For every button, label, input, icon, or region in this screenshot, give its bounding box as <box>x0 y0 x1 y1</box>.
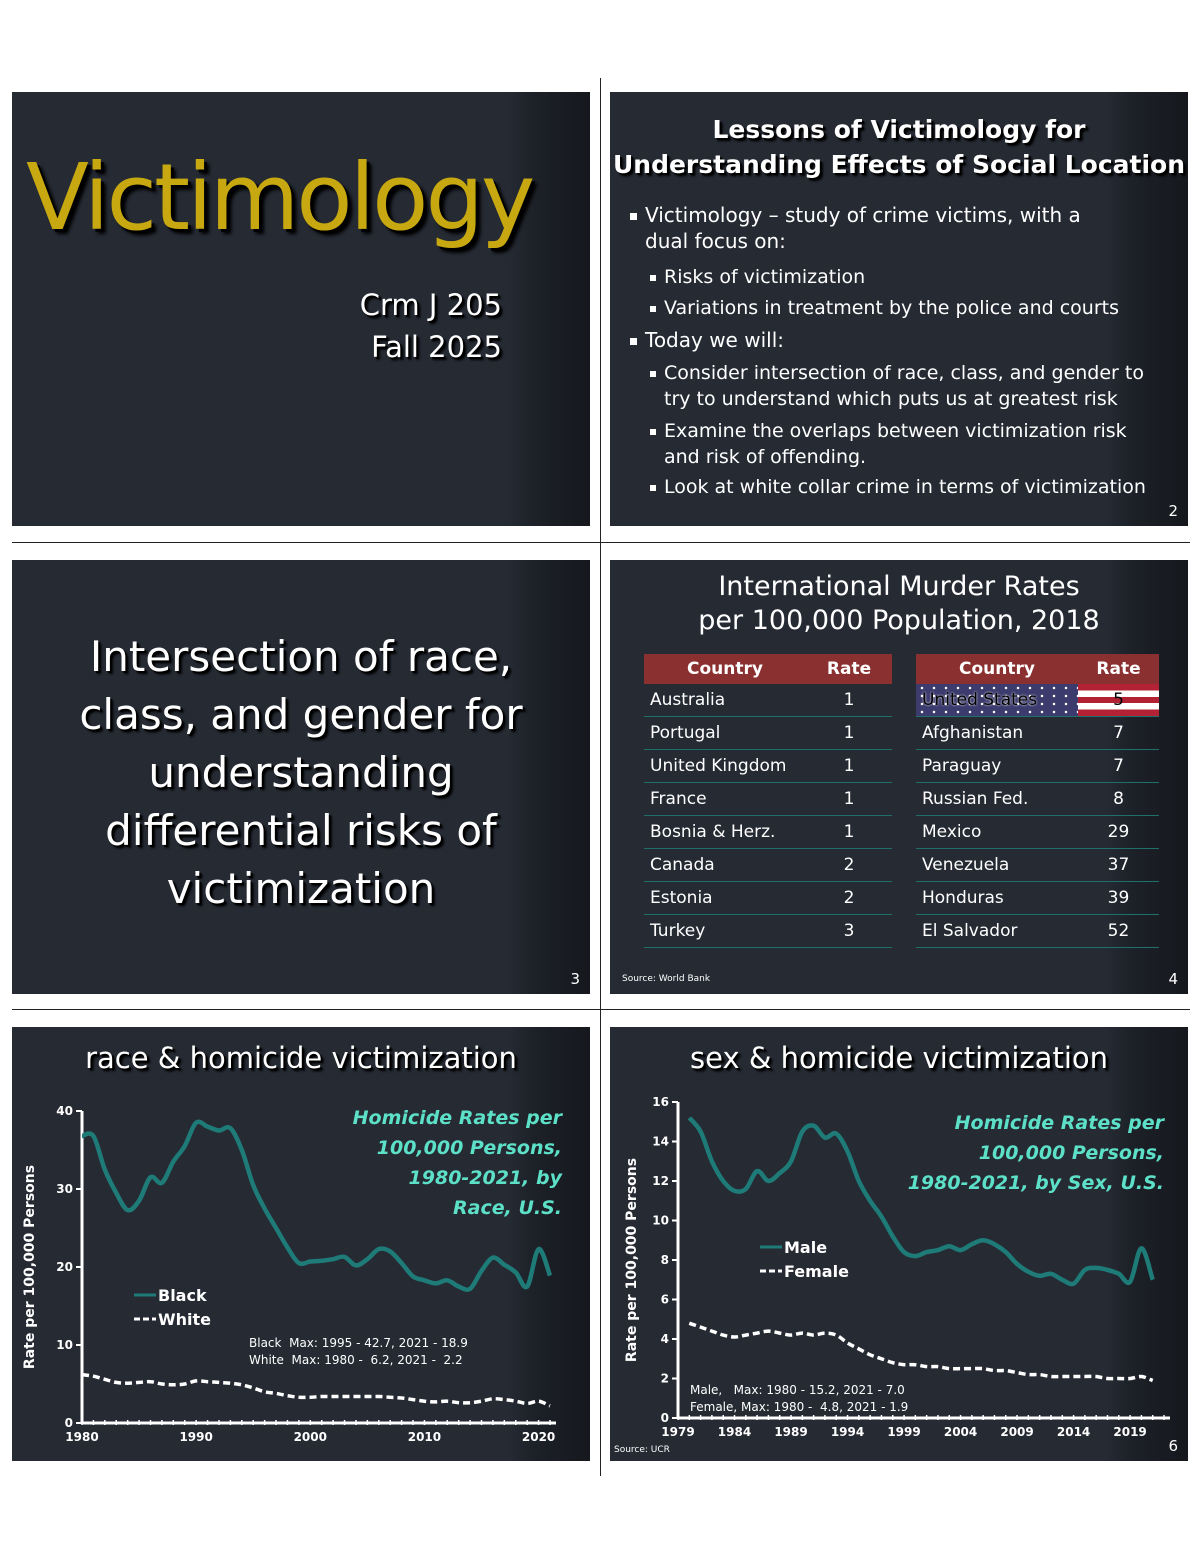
rate-cell: 1 <box>806 783 892 816</box>
table-row <box>916 750 1159 783</box>
country-cell: United States <box>916 684 1078 717</box>
slide-3-title-line: class, and gender for <box>79 690 523 739</box>
country-cell: Australia <box>644 684 806 717</box>
slide-3-title <box>42 628 560 918</box>
rate-cell: 2 <box>806 882 892 915</box>
rate-cell: 7 <box>1078 750 1159 783</box>
x-tick-label: 1999 <box>887 1425 921 1439</box>
slide-3-title-line: victimization <box>166 864 436 913</box>
x-tick-label: 2000 <box>293 1430 327 1444</box>
col-country-header: Country <box>644 654 806 684</box>
slide-2-title-line-2: Understanding Effects of Social Location <box>612 150 1186 179</box>
y-axis-label: Rate per 100,000 Persons <box>624 1157 640 1363</box>
y-axis-label: Rate per 100,000 Persons <box>22 1164 38 1370</box>
x-tick-label: 2009 <box>1000 1425 1034 1439</box>
slide-2 <box>610 92 1188 526</box>
course-term: Fall 2025 <box>371 330 502 364</box>
rate-cell: 52 <box>1078 915 1159 948</box>
series-line-female <box>689 1323 1152 1380</box>
chart-annotation-line: Race, U.S. <box>453 1197 562 1219</box>
slide-2-title <box>610 112 1188 182</box>
bullet-text: Examine the overlaps between victimization risk <box>664 420 1127 442</box>
col-rate-header: Rate <box>1078 654 1159 684</box>
chart-annotation-line: 1980-2021, by Sex, U.S. <box>907 1172 1164 1194</box>
chart-max-note: Female, Max: 1980 - 4.8, 2021 - 1.9 <box>690 1400 909 1414</box>
x-tick-label: 1980 <box>65 1430 99 1444</box>
y-tick-label: 12 <box>652 1174 669 1188</box>
rate-cell: 1 <box>806 717 892 750</box>
subbullet-variations <box>650 295 1119 321</box>
bullet-text: Look at white collar crime in terms of victimization <box>664 476 1146 498</box>
y-tick-label: 10 <box>652 1213 669 1228</box>
rate-cell: 39 <box>1078 882 1159 915</box>
table-row <box>644 915 892 948</box>
rate-cell: 8 <box>1078 783 1159 816</box>
subbullet-overlaps <box>650 418 1127 470</box>
country-cell: United Kingdom <box>644 750 806 783</box>
x-tick-label: 2014 <box>1056 1425 1091 1439</box>
rate-cell: 1 <box>806 684 892 717</box>
chart-annotation-line: 1980-2021, by <box>408 1167 562 1189</box>
legend-label: Male <box>784 1238 828 1257</box>
slide-4 <box>610 560 1188 994</box>
course-info <box>360 284 502 368</box>
y-tick-label: 16 <box>652 1095 669 1109</box>
bullet-text: Variations in treatment by the police and courts <box>664 297 1119 319</box>
subbullet-risks <box>650 264 865 290</box>
table-row <box>644 783 892 816</box>
slide-6-title: sex & homicide victimization <box>690 1041 1108 1075</box>
country-cell: France <box>644 783 806 816</box>
table-row <box>916 849 1159 882</box>
slide-number: 3 <box>570 970 580 988</box>
bullet-text: Consider intersection of race, class, and gender to <box>664 362 1144 384</box>
table-row <box>644 684 892 717</box>
subbullet-white-collar <box>650 474 1146 500</box>
table-row <box>916 816 1159 849</box>
rate-cell: 29 <box>1078 816 1159 849</box>
country-cell: Bosnia & Herz. <box>644 816 806 849</box>
slide-4-title <box>610 570 1188 638</box>
bullet-square-icon <box>630 338 637 345</box>
bullet-square-icon <box>650 275 656 281</box>
table-row <box>916 783 1159 816</box>
race-homicide-chart <box>12 1027 590 1461</box>
x-tick-label: 2010 <box>407 1430 442 1444</box>
country-cell: Turkey <box>644 915 806 948</box>
x-tick-label: 2004 <box>943 1425 978 1439</box>
slide-5 <box>12 1027 590 1461</box>
table-row <box>644 750 892 783</box>
slide-3-title-line: differential risks of <box>105 806 497 855</box>
table-row <box>916 915 1159 948</box>
slide-4-title-line-1: International Murder Rates <box>718 571 1080 602</box>
bullet-text: try to understand which puts us at greatest risk <box>664 388 1118 410</box>
legend-label: Female <box>784 1262 849 1281</box>
x-tick-label: 1984 <box>717 1425 752 1439</box>
legend-label: White <box>158 1310 212 1329</box>
source-note: Source: World Bank <box>622 974 711 984</box>
bullet-text: Victimology – study of crime victims, with a <box>645 203 1081 227</box>
source-note: Source: UCR <box>614 1445 670 1455</box>
page-divider-vertical <box>600 78 601 1476</box>
table-row <box>916 717 1159 750</box>
chart-annotation-line: Homicide Rates per <box>352 1107 562 1129</box>
bullet-today <box>630 327 784 353</box>
country-cell: Russian Fed. <box>916 783 1078 816</box>
y-tick-label: 2 <box>660 1371 669 1386</box>
slide-number: 2 <box>1168 502 1178 520</box>
series-line-white <box>82 1375 550 1406</box>
chart-max-note: White Max: 1980 - 6.2, 2021 - 2.2 <box>249 1353 463 1367</box>
slide-1-title: Victimology <box>26 144 533 251</box>
country-cell: Canada <box>644 849 806 882</box>
slide-4-title-line-2: per 100,000 Population, 2018 <box>698 605 1100 636</box>
slide-6 <box>610 1027 1188 1461</box>
x-tick-label: 1989 <box>774 1425 808 1439</box>
murder-rate-table-right <box>916 654 1159 948</box>
slide-1 <box>12 92 590 526</box>
country-cell: Venezuela <box>916 849 1078 882</box>
x-tick-label: 2019 <box>1113 1425 1147 1439</box>
legend-label: Black <box>158 1286 207 1305</box>
bullet-text: Risks of victimization <box>664 266 866 288</box>
rate-cell: 1 <box>806 750 892 783</box>
slide-3-title-line: understanding <box>148 748 454 797</box>
x-tick-label: 1994 <box>830 1425 865 1439</box>
y-tick-label: 10 <box>56 1338 73 1352</box>
bullet-text: and risk of offending. <box>664 446 867 468</box>
page-divider-horizontal-1 <box>12 542 1190 543</box>
bullet-square-icon <box>650 485 656 491</box>
rate-cell: 5 <box>1078 684 1159 717</box>
country-cell: El Salvador <box>916 915 1078 948</box>
chart-annotation-line: Homicide Rates per <box>954 1112 1164 1134</box>
rate-cell: 2 <box>806 849 892 882</box>
table-row <box>644 816 892 849</box>
country-cell: Mexico <box>916 816 1078 849</box>
slide-3 <box>12 560 590 994</box>
murder-rate-table-left <box>644 654 892 948</box>
slide-3-title-line: Intersection of race, <box>89 632 513 681</box>
table-row-us-flag <box>916 684 1159 717</box>
y-tick-label: 20 <box>56 1260 73 1274</box>
x-tick-label: 1979 <box>661 1425 695 1439</box>
bullet-text: Today we will: <box>645 328 784 352</box>
bullet-square-icon <box>650 429 656 435</box>
chart-max-note: Black Max: 1995 - 42.7, 2021 - 18.9 <box>249 1336 468 1350</box>
table-row <box>644 717 892 750</box>
slide-5-title: race & homicide victimization <box>85 1041 517 1075</box>
y-tick-label: 0 <box>64 1416 73 1430</box>
y-tick-label: 8 <box>660 1253 669 1267</box>
rate-cell: 7 <box>1078 717 1159 750</box>
country-cell: Estonia <box>644 882 806 915</box>
course-code: Crm J 205 <box>359 288 502 322</box>
chart-annotation-line: 100,000 Persons, <box>978 1142 1164 1164</box>
bullet-text: dual focus on: <box>645 229 786 253</box>
table-row <box>916 882 1159 915</box>
country-cell: Portugal <box>644 717 806 750</box>
col-country-header: Country <box>916 654 1078 684</box>
chart-max-note: Male, Max: 1980 - 15.2, 2021 - 7.0 <box>690 1383 905 1397</box>
bullet-victimology <box>630 202 1081 254</box>
bullet-square-icon <box>630 213 637 220</box>
y-tick-label: 14 <box>652 1134 669 1149</box>
bullet-square-icon <box>650 371 656 377</box>
slide-number: 6 <box>1168 1437 1178 1455</box>
y-tick-label: 30 <box>56 1182 73 1196</box>
chart-annotation-line: 100,000 Persons, <box>376 1137 562 1159</box>
country-cell: Afghanistan <box>916 717 1078 750</box>
y-tick-label: 4 <box>660 1332 669 1346</box>
rate-cell: 37 <box>1078 849 1159 882</box>
bullet-square-icon <box>650 306 656 312</box>
y-tick-label: 6 <box>660 1292 669 1307</box>
rate-cell: 1 <box>806 816 892 849</box>
sex-homicide-chart <box>610 1027 1188 1461</box>
table-row <box>644 882 892 915</box>
x-tick-label: 1990 <box>179 1430 213 1444</box>
country-cell: Honduras <box>916 882 1078 915</box>
table-row <box>644 849 892 882</box>
page-divider-horizontal-2 <box>12 1009 1190 1010</box>
col-rate-header: Rate <box>806 654 892 684</box>
slide-2-title-line-1: Lessons of Victimology for <box>712 115 1086 144</box>
y-tick-label: 0 <box>660 1411 669 1425</box>
slide-number: 4 <box>1168 970 1178 988</box>
country-cell: Paraguay <box>916 750 1078 783</box>
y-tick-label: 40 <box>56 1104 73 1118</box>
rate-cell: 3 <box>806 915 892 948</box>
subbullet-intersection <box>650 360 1144 412</box>
x-tick-label: 2020 <box>521 1430 556 1444</box>
